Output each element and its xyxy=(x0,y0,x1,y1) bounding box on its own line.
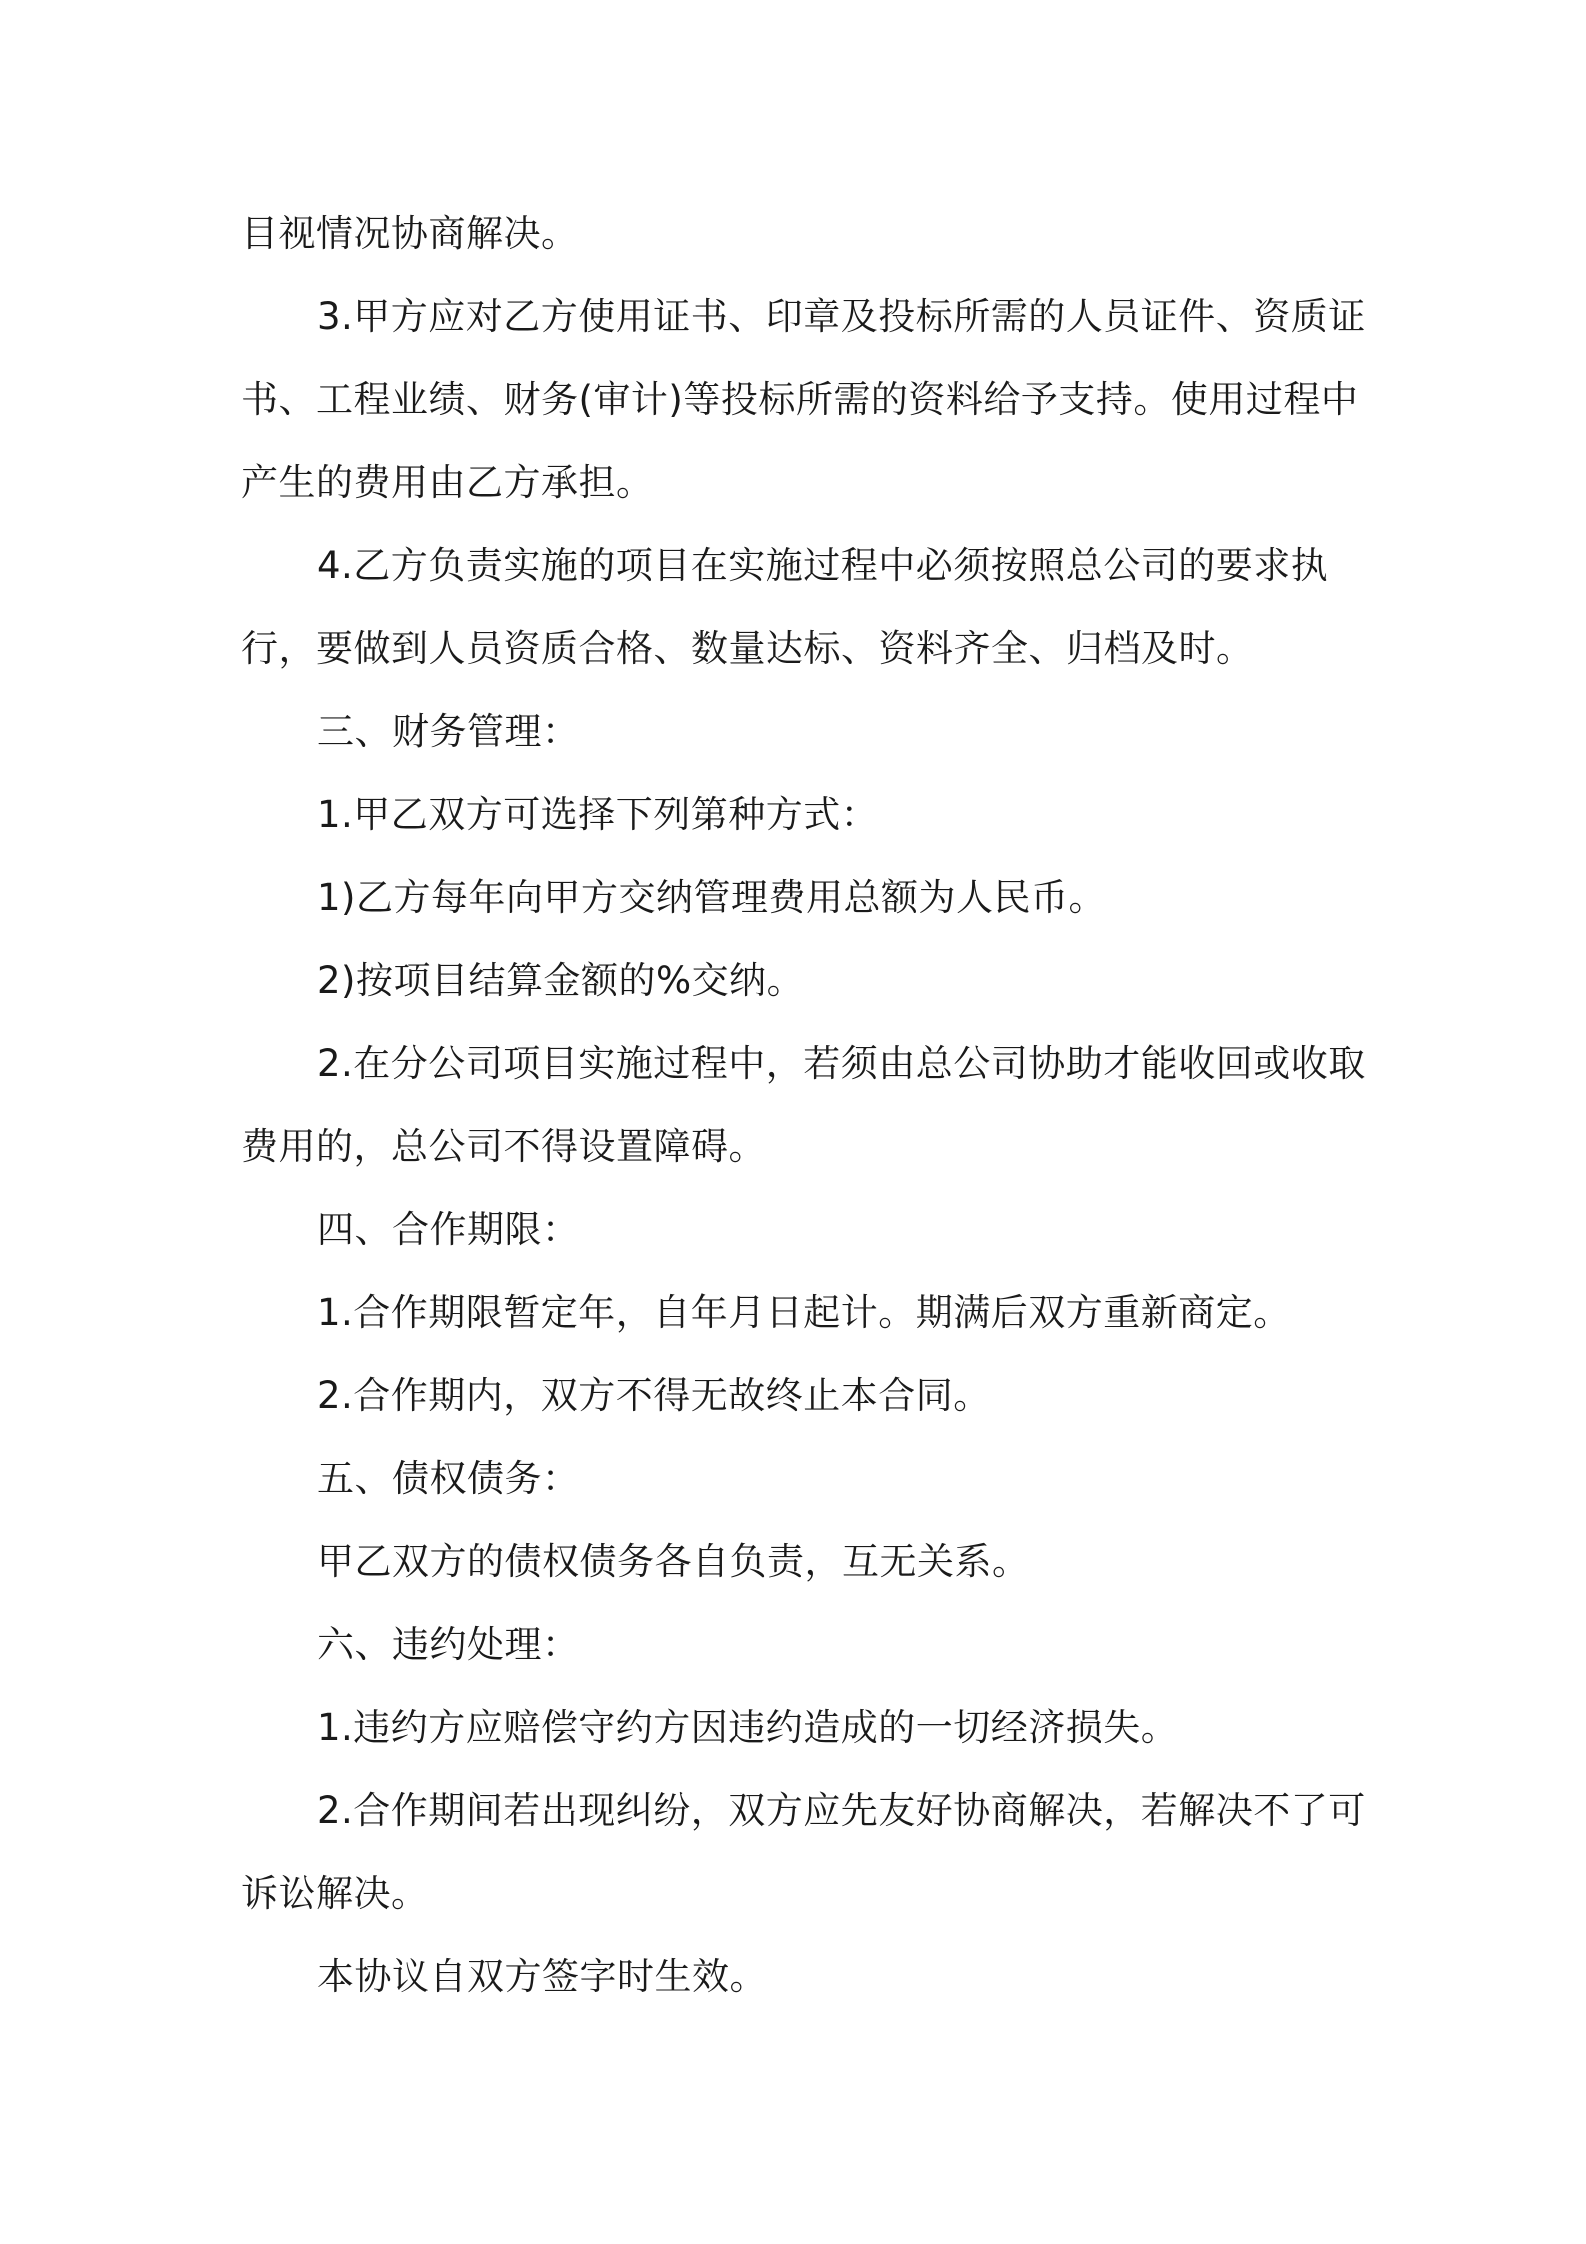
text-line: 4.乙方负责实施的项目在实施过程中必须按照总公司的要求执 xyxy=(317,544,1329,587)
text-line: 1.违约方应赔偿守约方因违约造成的一切经济损失。 xyxy=(317,1706,1179,1749)
text-line: 书、工程业绩、财务(审计)等投标所需的资料给予支持。使用过程中 xyxy=(241,378,1359,421)
section-heading: 三、财务管理： xyxy=(317,710,580,753)
text-line: 1.甲乙双方可选择下列第种方式： xyxy=(317,793,879,836)
section-heading: 五、债权债务： xyxy=(317,1457,580,1500)
text-line: 行，要做到人员资质合格、数量达标、资料齐全、归档及时。 xyxy=(241,627,1254,670)
section-heading: 四、合作期限： xyxy=(317,1208,580,1251)
text-line: 目视情况协商解决。 xyxy=(241,212,579,255)
text-line: 2.合作期间若出现纠纷，双方应先友好协商解决，若解决不了可 xyxy=(317,1789,1366,1832)
text-line: 2.在分公司项目实施过程中，若须由总公司协助才能收回或收取 xyxy=(317,1042,1366,1085)
text-line: 2)按项目结算金额的%交纳。 xyxy=(317,959,805,1002)
text-line: 本协议自双方签字时生效。 xyxy=(317,1955,767,1998)
document-page xyxy=(241,192,1366,2018)
text-line: 2.合作期内，双方不得无故终止本合同。 xyxy=(317,1374,991,1417)
text-line: 1)乙方每年向甲方交纳管理费用总额为人民币。 xyxy=(317,876,1106,919)
text-line: 产生的费用由乙方承担。 xyxy=(241,461,654,504)
text-line: 1.合作期限暂定年，自年月日起计。期满后双方重新商定。 xyxy=(317,1291,1291,1334)
section-heading: 六、违约处理： xyxy=(317,1623,580,1666)
text-line: 诉讼解决。 xyxy=(241,1872,429,1915)
text-line: 费用的，总公司不得设置障碍。 xyxy=(241,1125,766,1168)
text-line: 甲乙双方的债权债务各自负责，互无关系。 xyxy=(317,1540,1030,1583)
text-line: 3.甲方应对乙方使用证书、印章及投标所需的人员证件、资质证 xyxy=(317,295,1366,338)
